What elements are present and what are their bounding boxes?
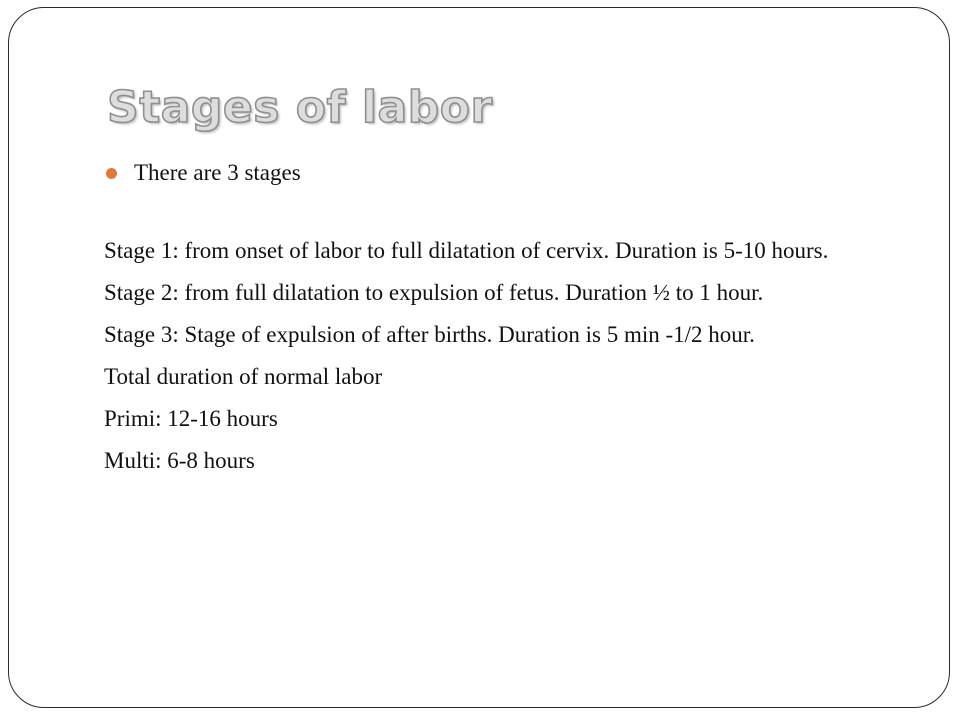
stage-1-text: Stage 1: from onset of labor to full dilatation of cervix. Duration is 5-10 hours.: [104, 238, 829, 263]
total-duration-text: Total duration of normal labor: [104, 364, 383, 389]
bullet-text: There are 3 stages: [134, 160, 301, 185]
stage-3-text: Stage 3: Stage of expulsion of after births. Duration is 5 min -1/2 hour.: [104, 322, 755, 347]
bullet-item: [104, 156, 894, 192]
multi-text: Multi: 6-8 hours: [104, 448, 255, 473]
slide-content: [104, 156, 894, 486]
spacer: [104, 192, 894, 234]
stage-2-text: Stage 2: from full dilatation to expulsion of fetus. Duration ½ to 1 hour.: [104, 280, 764, 305]
primi-text: Primi: 12-16 hours: [104, 406, 278, 431]
bullet-dot-icon: [106, 168, 117, 179]
slide-title: Stages of labor: [107, 82, 493, 133]
